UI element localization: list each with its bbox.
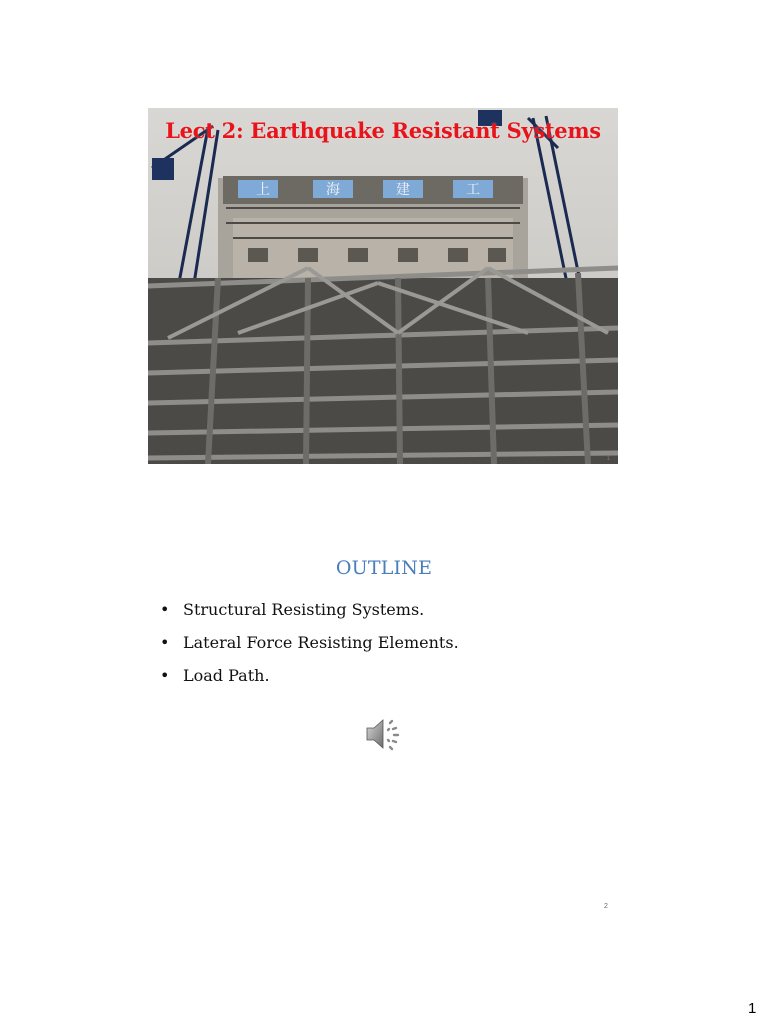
signboard-char: 建 xyxy=(396,182,410,198)
outline-list xyxy=(160,598,459,697)
bullet-icon: • xyxy=(160,633,170,652)
list-item xyxy=(160,664,459,697)
slide-1-title: Lect 2: Earthquake Resistant Systems xyxy=(165,118,601,143)
list-item xyxy=(160,598,459,631)
signboard-char: 上 xyxy=(256,182,270,198)
page-number: 1 xyxy=(748,1000,757,1017)
bullet-icon: • xyxy=(160,600,170,619)
speaker-audio-icon[interactable] xyxy=(364,716,402,756)
list-item-text: Lateral Force Resisting Elements. xyxy=(183,633,459,652)
list-item-text: Load Path. xyxy=(183,666,270,685)
slide-1-thumbnail xyxy=(148,108,618,464)
construction-photo xyxy=(148,108,618,464)
list-item-text: Structural Resisting Systems. xyxy=(183,600,425,619)
list-item xyxy=(160,631,459,664)
bullet-icon: • xyxy=(160,666,170,685)
slide-1-number: 1 xyxy=(606,456,610,462)
signboard-char: 工 xyxy=(466,182,480,198)
slide-2-number: 2 xyxy=(604,903,608,910)
signboard-char: 海 xyxy=(326,182,340,198)
outline-heading: OUTLINE xyxy=(335,557,433,579)
